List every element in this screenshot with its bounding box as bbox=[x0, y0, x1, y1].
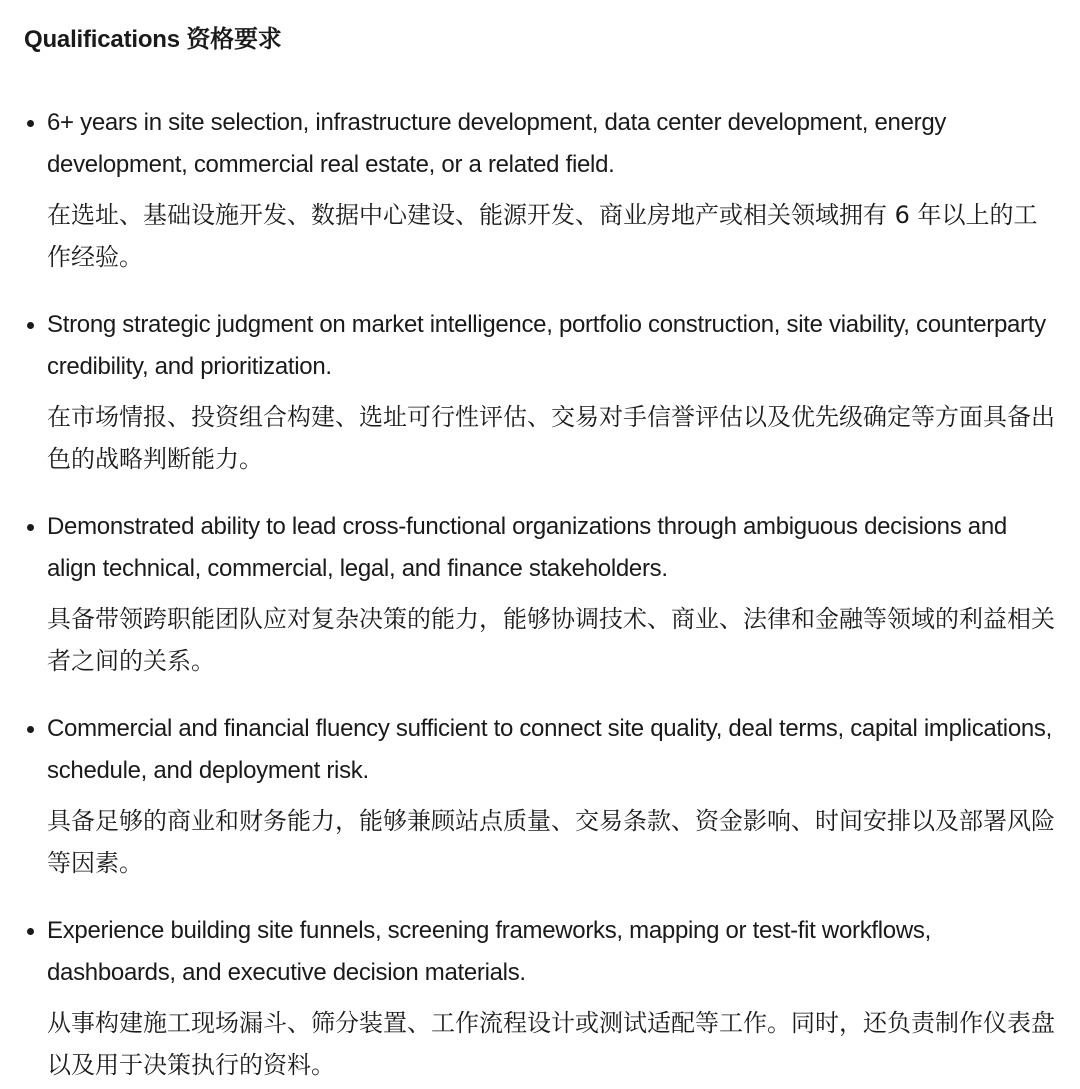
section-title: Qualifications 资格要求 bbox=[24, 26, 282, 53]
list-item bbox=[24, 102, 1056, 278]
list-item bbox=[24, 506, 1056, 682]
qualification-en: 6+ years in site selection, infrastructure development, data center development, energy development, commercial real estate, or a related field. bbox=[47, 109, 947, 178]
qualification-zh: 从事构建施工现场漏斗、筛分装置、工作流程设计或测试适配等工作。同时，还负责制作仪表盘以及用于决策执行的资料。 bbox=[47, 1009, 1055, 1079]
qualifications-list bbox=[24, 102, 1056, 1086]
bullet-icon bbox=[27, 120, 34, 127]
qualification-zh: 在选址、基础设施开发、数据中心建设、能源开发、商业房地产或相关领域拥有 6 年以上的工作经验。 bbox=[47, 201, 1038, 271]
list-item bbox=[24, 910, 1056, 1086]
bullet-icon bbox=[27, 322, 34, 329]
bullet-icon bbox=[27, 524, 34, 531]
list-item bbox=[24, 304, 1056, 480]
qualification-zh: 在市场情报、投资组合构建、选址可行性评估、交易对手信誉评估以及优先级确定等方面具备出色的战略判断能力。 bbox=[47, 403, 1055, 473]
qualification-zh: 具备带领跨职能团队应对复杂决策的能力，能够协调技术、商业、法律和金融等领域的利益相关者之间的关系。 bbox=[47, 605, 1055, 675]
bullet-icon bbox=[27, 928, 34, 935]
qualification-en: Strong strategic judgment on market intelligence, portfolio construction, site viability, counterparty credibility, and prioritization. bbox=[47, 311, 1046, 380]
qualification-en: Demonstrated ability to lead cross-functional organizations through ambiguous decisions and align technical, commercial, legal, and finance stakeholders. bbox=[47, 513, 1007, 582]
qualification-en: Experience building site funnels, screening frameworks, mapping or test-fit workflows, dashboards, and executive decision materials. bbox=[47, 917, 931, 986]
qualification-en: Commercial and financial fluency sufficient to connect site quality, deal terms, capital implications, schedule, and deployment risk. bbox=[47, 715, 1052, 784]
bullet-icon bbox=[27, 726, 34, 733]
qualification-zh: 具备足够的商业和财务能力，能够兼顾站点质量、交易条款、资金影响、时间安排以及部署风险等因素。 bbox=[47, 807, 1055, 877]
list-item bbox=[24, 708, 1056, 884]
